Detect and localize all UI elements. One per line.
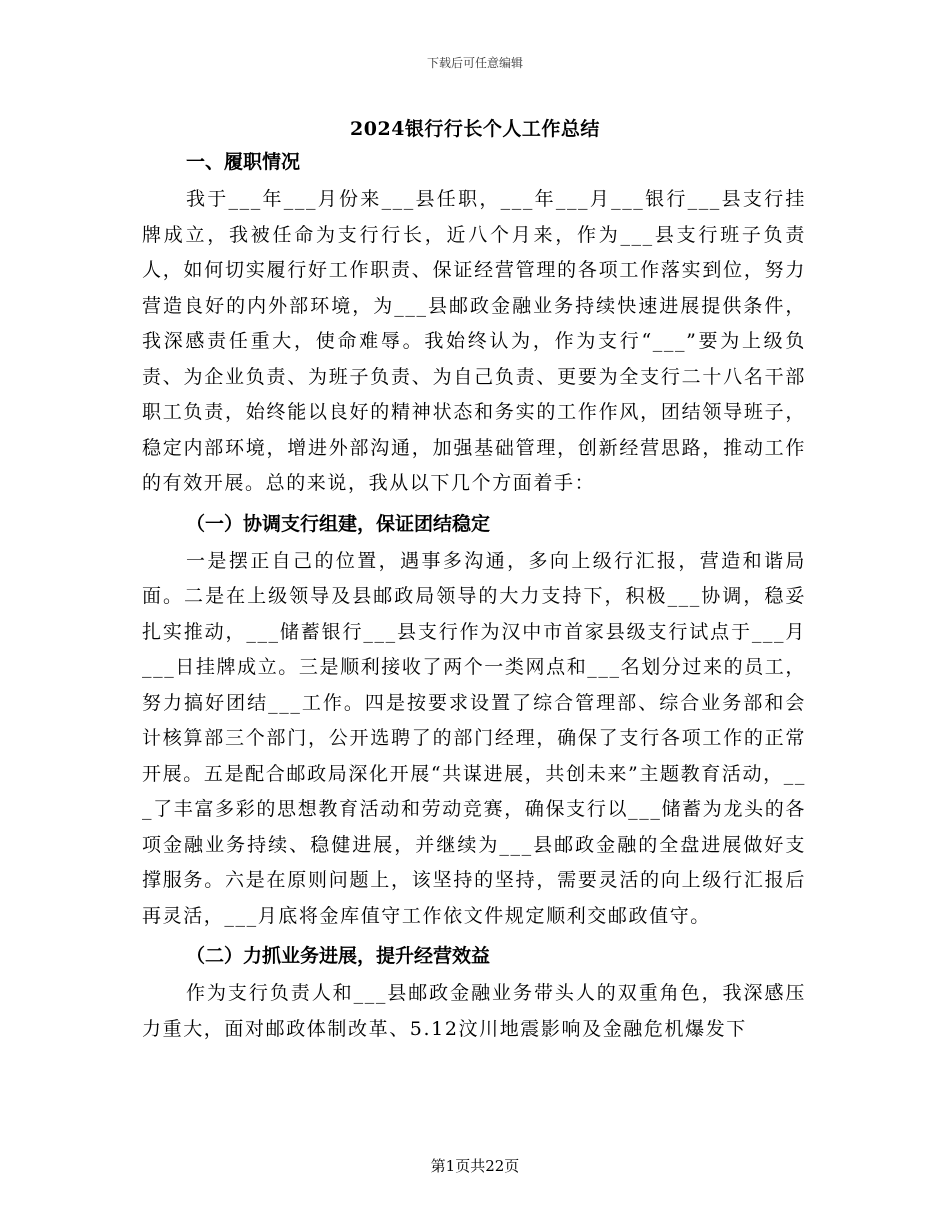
subsection-paragraph-2: 作为支行负责人和___县邮政金融业务带头人的双重角色，我深感压力重大，面对邮政体制改革、5.12汶川地震影响及金融危机爆发下 <box>142 982 806 1040</box>
header-note: 下载后可任意编辑 <box>426 56 523 70</box>
subsection-heading-1: （一）协调支行组建，保证团结稳定 <box>186 512 491 535</box>
document-body <box>142 146 806 1047</box>
page-number: 第1页共22页 <box>430 1157 520 1175</box>
subsection-paragraph-1: 一是摆正自己的位置，遇事多沟通，多向上级行汇报，营造和谐局面。二是在上级领导及县邮政局领导的大力支持下，积极___协调，稳妥扎实推动，___储蓄银行___县支行作为汉中市首家县级支行试点于___月___日挂牌成立。三是顺利接收了两个一类网点和___名划分过来的员工，努力搞好团结___工作。四是按要求设置了综合管理部、综合业务部和会计核算部三个部门，公开选聘了的部门经理，确保了支行各项工作的正常开展。五是配合邮政局深化开展“共谋进展，共创未来”主题教育活动，___了丰富多彩的思想教育活动和劳动竞赛，确保支行以___储蓄为龙头的各项金融业务持续、稳健进展，并继续为___县邮政金融的全盘进展做好支撑服务。六是在原则问题上，该坚持的坚持，需要灵活的向上级行汇报后再灵活，___月底将金库值守工作依文件规定顺利交邮政值守。 <box>142 549 807 927</box>
section-heading: 一、履职情况 <box>186 151 301 173</box>
intro-paragraph: 我于___年___月份来___县任职，___年___月___银行___县支行挂牌成立，我被任命为支行行长，近八个月来，作为___县支行班子负责人，如何切实履行好工作职责、保证经营管理的各项工作落实到位，努力营造良好的内外部环境，为___县邮政金融业务持续快速进展提供条件，我深感责任重大，使命难辱。我始终认为，作为支行“___”要为上级负责、为企业负责、为班子负责、为自己负责、更要为全支行二十八名干部职工负责，始终能以良好的精神状态和务实的工作作风，团结领导班子，稳定内部环境，增进外部沟通，加强基础管理，创新经营思路，推动工作的有效开展。总的来说，我从以下几个方面着手： <box>142 188 806 494</box>
subsection-heading-2: （二）力抓业务进展，提升经营效益 <box>186 945 491 967</box>
document-title: 2024银行行长个人工作总结 <box>350 118 600 140</box>
